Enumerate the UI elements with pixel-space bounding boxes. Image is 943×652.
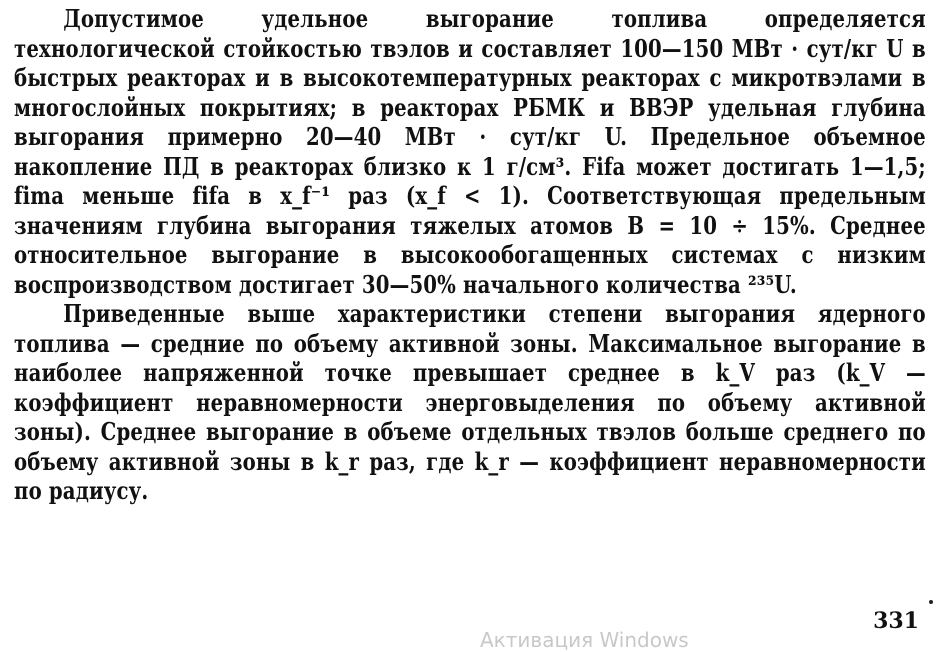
paragraph-burnup-limits: Допустимое удельное выгорание топлива определяется технологической стойкостью твэлов и составляет 100—150 МВт · сут/кг U в быстрых реакторах и в высокотемпературных реакторах с микротвэлами в многослойных покрытиях; в реакторах РБМК и ВВЭР удельная глубина выгорания примерно 20—40 МВт · сут/кг U. Предельное объемное накопление ПД в реакторах близко к 1 г/см³. Fifa может достигать 1—1,5; fima меньше fifa в x_f⁻¹ раз (x_f < 1). Соответствующая предельным значениям глубина выгорания тяжелых атомов B = 10 ÷ 15%. Среднее относительное выгорание в высокообогащенных системах с низким воспроизводством достигает 30—50% начального количества ²³⁵U.: [14, 4, 926, 299]
paragraph-burnup-distribution: Приведенные выше характеристики степени выгорания ядерного топлива — средние по объему активной зоны. Максимальное выгорание в наиболее напряженной точке превышает среднее в k_V раз (k_V — коэффициент неравномерности энерговыделения по объему активной зоны). Среднее выгорание в объеме отдельных твэлов больше среднего по объему активной зоны в k_r раз, где k_r — коэффициент неравномерности по радиусу.: [14, 299, 926, 505]
windows-activation-watermark: Активация Windows: [480, 628, 689, 652]
page-number: 331: [873, 608, 919, 634]
ink-dot: [929, 600, 933, 604]
document-page: [14, 4, 926, 506]
